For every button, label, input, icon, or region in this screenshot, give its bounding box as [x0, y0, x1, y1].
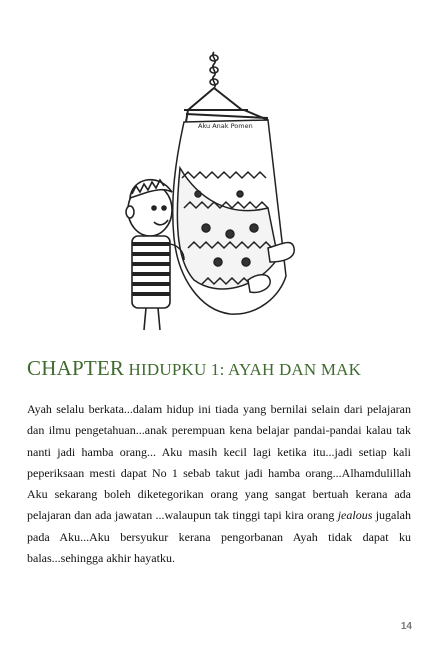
boy-in-sling-cradle-illustration: [118, 48, 308, 330]
body-line: peperiksaan mesti dapat No 1 sebab takut jadi hamba orang...Alhamdulillah: [27, 465, 411, 480]
chapter-title-name: HIDUPKU 1: AYAH DAN MAK: [124, 360, 362, 379]
body-line-with-italic: [27, 505, 411, 526]
hammock-label: Aku Anak Pomen: [198, 122, 253, 130]
italic-word: jealous: [337, 508, 373, 523]
body-line: nanti jadi hamba orang... Aku masih kecil lagi ketika itu...jadi setiap kali: [27, 444, 411, 459]
hanging-hook: [210, 52, 218, 88]
chapter-body-paragraph: [27, 399, 411, 569]
body-line: Ayah selalu berkata...dalam hidup ini tiada yang bernilai selain dari pelajaran: [27, 402, 411, 416]
body-line: Aku sekarang boleh diketegorikan orang yang sangat bertuah kerana ada: [27, 487, 411, 502]
chapter-title: [27, 346, 417, 383]
body-line: pada Aku...Aku bersyukur kerana pengorbanan Ayah tidak dapat ku: [27, 529, 411, 544]
chapter-title-word: CHAPTER: [27, 356, 125, 380]
cradle-ropes: [184, 88, 268, 122]
body-line-text: pelajaran dan ada jawatan ...walaupun tak tinggi tapi kira orang: [27, 508, 335, 523]
body-line: dan ilmu pengetahuan...anak perempuan kena belajar pandai-pandai kalau tak: [27, 423, 411, 438]
page-number: 14: [400, 621, 412, 632]
body-line: balas...sehingga akhir hayatku.: [27, 551, 175, 566]
body-line-tail: jugalah: [372, 508, 412, 523]
